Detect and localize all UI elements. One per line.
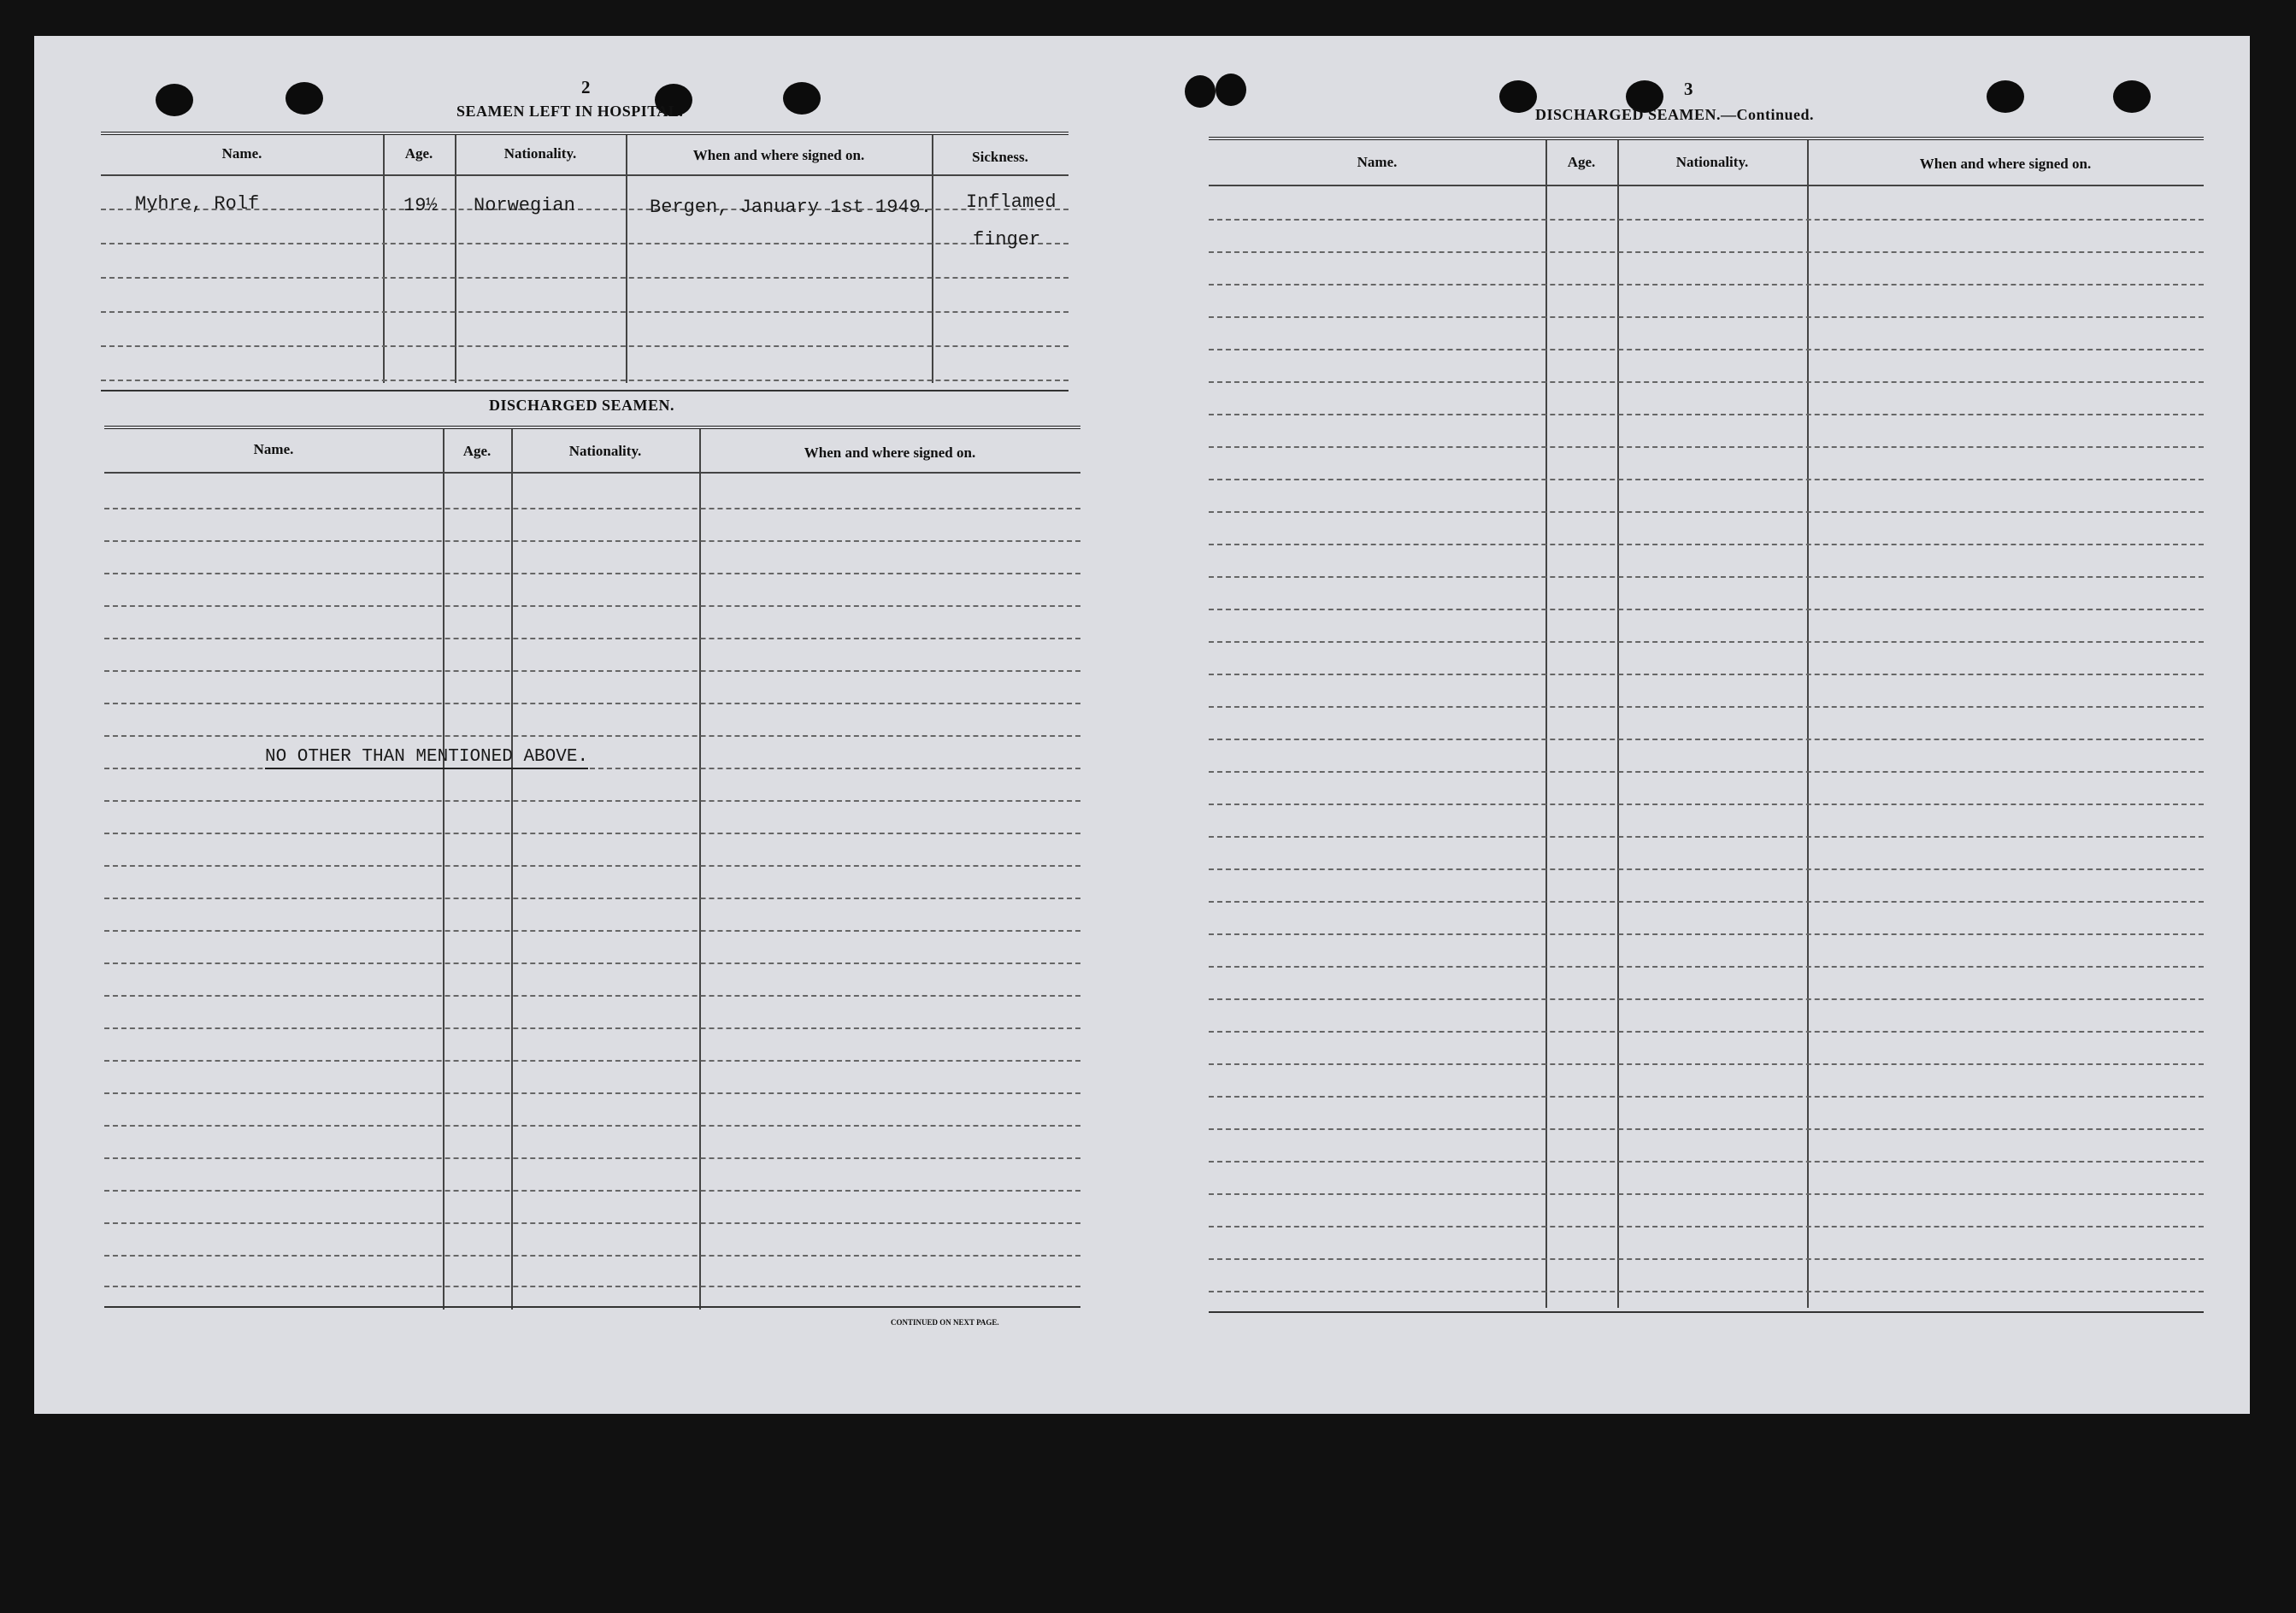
- hospital-table: [101, 132, 1069, 388]
- col-header-age: Age.: [1567, 154, 1596, 170]
- right-page-number: 3: [1684, 79, 1693, 99]
- punch-hole: [156, 84, 193, 116]
- punch-hole: [2113, 80, 2151, 113]
- col-header-signed-on: When and where signed on.: [692, 147, 865, 163]
- hospital-section-title: SEAMEN LEFT IN HOSPITAL.: [456, 103, 684, 120]
- col-header-name: Name.: [221, 145, 262, 162]
- col-header-signed-on: When and where signed on.: [804, 444, 976, 461]
- left-page-number: 2: [581, 77, 591, 97]
- right-section-title: DISCHARGED SEAMEN.—Continued.: [1535, 106, 1815, 123]
- continued-note: CONTINUED ON NEXT PAGE.: [891, 1318, 999, 1327]
- col-header-signed-on: When and where signed on.: [1919, 156, 2092, 172]
- discharged-table-left: [104, 426, 1080, 1311]
- col-header-nationality: Nationality.: [568, 443, 642, 459]
- hospital-entry-nationality: Norwegian: [474, 195, 575, 216]
- punch-hole: [1987, 80, 2024, 113]
- col-header-age: Age.: [404, 145, 433, 162]
- hospital-entry-name: Myhre, Rolf: [135, 193, 260, 215]
- punch-hole: [1499, 80, 1537, 113]
- col-header-nationality: Nationality.: [503, 145, 577, 162]
- col-header-sickness: Sickness.: [972, 149, 1028, 165]
- col-header-age: Age.: [462, 443, 492, 459]
- hospital-entry-sickness-1: Inflamed: [966, 191, 1057, 213]
- col-header-name: Name.: [1357, 154, 1398, 170]
- col-header-name: Name.: [253, 441, 294, 457]
- discharged-section-title: DISCHARGED SEAMEN.: [489, 397, 675, 414]
- col-header-nationality: Nationality.: [1675, 154, 1749, 170]
- hospital-entry-sickness-2: finger: [973, 229, 1041, 250]
- discharged-table-right: [1209, 137, 2204, 1316]
- hospital-entry-signed-on: Bergen, January 1st 1949.: [650, 197, 933, 218]
- punch-hole: [286, 82, 323, 115]
- no-other-note: NO OTHER THAN MENTIONED ABOVE.: [265, 747, 588, 769]
- punch-hole: [783, 82, 821, 115]
- hospital-entry-age: 19½: [403, 195, 438, 216]
- punch-hole: [1185, 75, 1216, 108]
- document-scan: [34, 36, 2250, 1414]
- punch-hole: [1216, 74, 1246, 106]
